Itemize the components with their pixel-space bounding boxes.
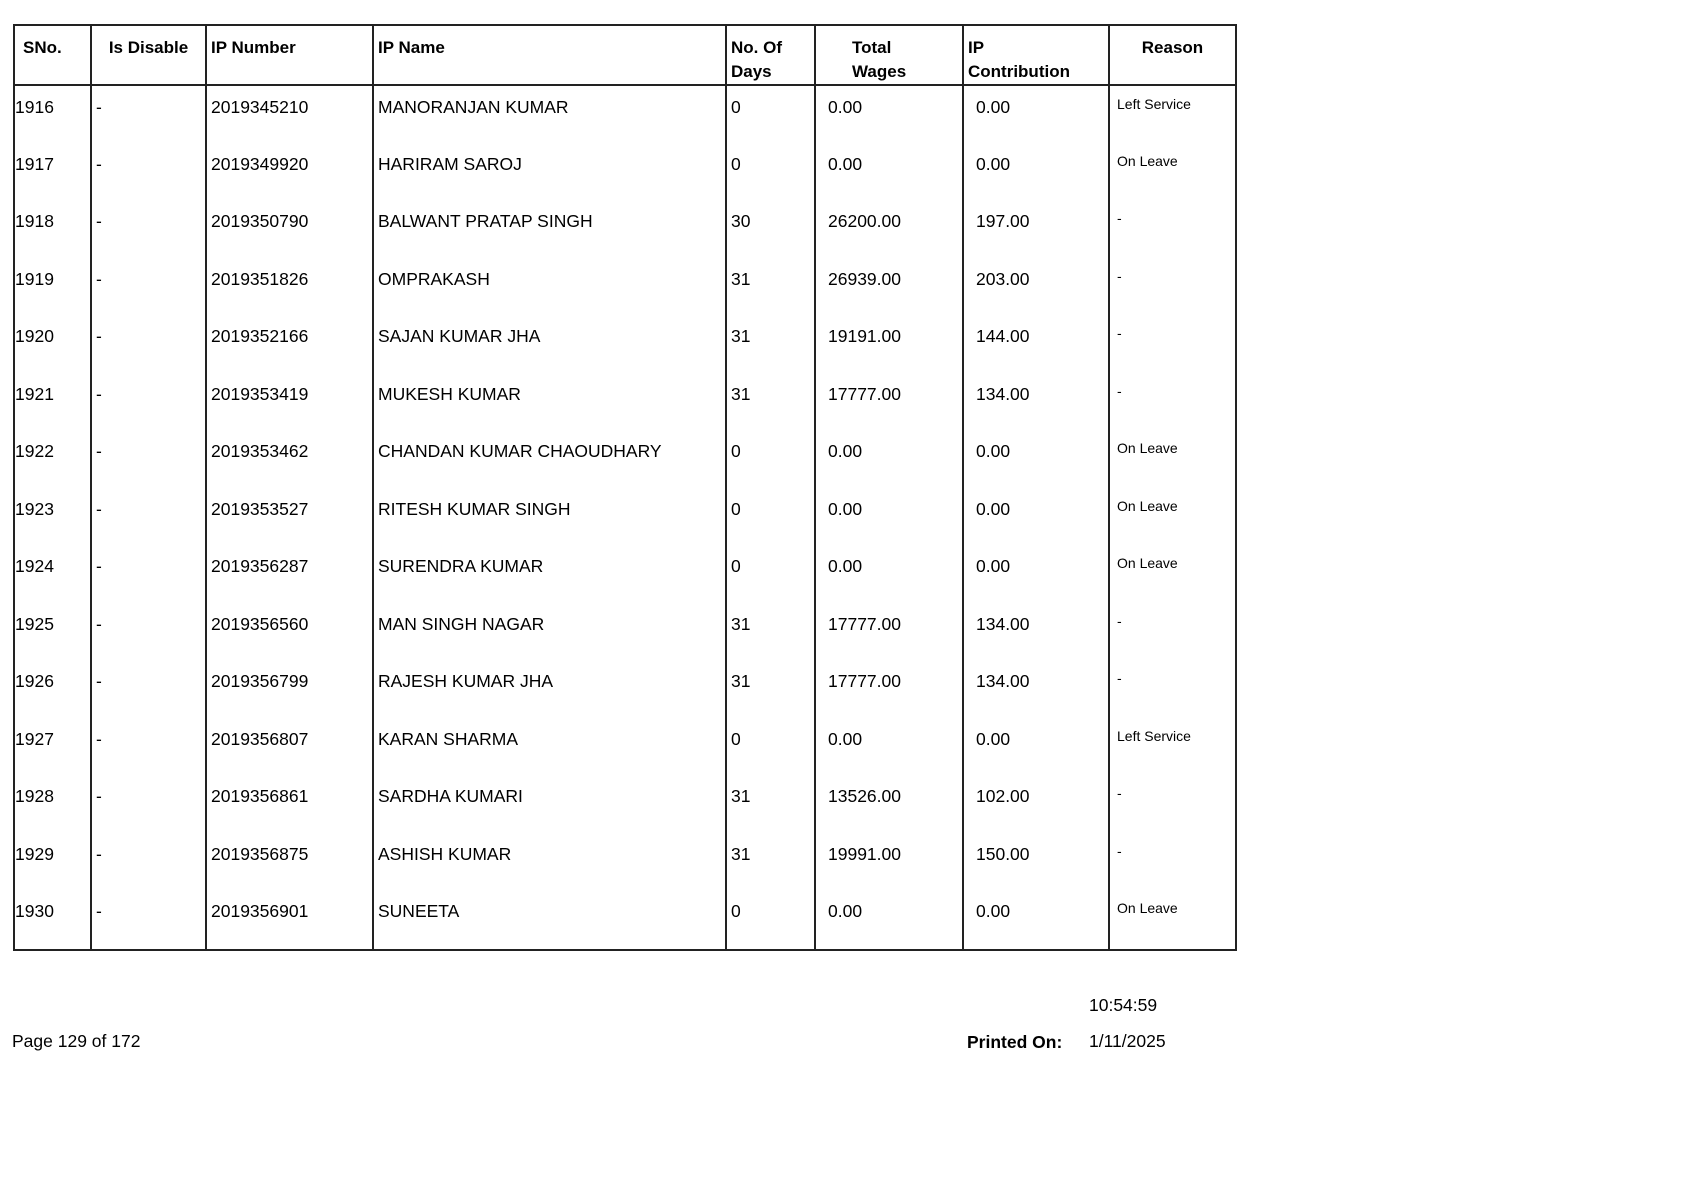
cell-ip-contribution: 134.00 [963,660,1109,718]
cell-is-disable: - [91,718,206,776]
cell-ip-contribution: 134.00 [963,603,1109,661]
cell-total-wages: 26200.00 [815,200,963,258]
cell-is-disable: - [91,660,206,718]
cell-total-wages: 19191.00 [815,315,963,373]
cell-reason: On Leave [1109,430,1236,488]
contribution-table [13,24,1237,951]
cell-ip-name: CHANDAN KUMAR CHAOUDHARY [373,430,726,488]
cell-is-disable: - [91,890,206,950]
cell-ip-number: 2019356807 [206,718,373,776]
cell-days: 0 [726,430,815,488]
cell-is-disable: - [91,143,206,201]
cell-ip-contribution: 134.00 [963,373,1109,431]
cell-ip-contribution: 0.00 [963,545,1109,603]
header-total-wages [815,25,963,85]
cell-is-disable: - [91,775,206,833]
header-ip-number: IP Number [206,25,373,85]
cell-days: 0 [726,545,815,603]
cell-is-disable: - [91,258,206,316]
cell-total-wages: 26939.00 [815,258,963,316]
cell-ip-contribution: 197.00 [963,200,1109,258]
cell-ip-name: KARAN SHARMA [373,718,726,776]
cell-sno: 1924 [15,556,54,576]
cell-ip-name: RITESH KUMAR SINGH [373,488,726,546]
table-row [14,430,1236,488]
cell-reason: - [1109,315,1236,373]
header-reason: Reason [1109,25,1236,85]
cell-total-wages: 0.00 [815,545,963,603]
cell-ip-name: MUKESH KUMAR [373,373,726,431]
cell-reason: - [1109,660,1236,718]
cell-days: 31 [726,660,815,718]
cell-days: 30 [726,200,815,258]
printed-on-label: Printed On: [967,1032,1063,1052]
cell-sno: 1925 [15,613,54,634]
cell-ip-number: 2019353462 [206,430,373,488]
cell-ip-number: 2019351826 [206,258,373,316]
printed-date: 1/11/2025 [1089,1031,1166,1051]
cell-total-wages: 0.00 [815,718,963,776]
cell-total-wages: 0.00 [815,890,963,950]
header-wages-line1: Total [852,38,892,57]
table-row [14,603,1236,661]
cell-ip-number: 2019345210 [206,85,373,143]
table-row [14,143,1236,201]
cell-sno: 1930 [15,901,54,921]
cell-ip-contribution: 0.00 [963,143,1109,201]
cell-days: 31 [726,315,815,373]
header-contribution-line2: Contribution [968,62,1070,81]
table-row [14,660,1236,718]
table-row [14,85,1236,143]
cell-reason: On Leave [1109,488,1236,546]
cell-ip-contribution: 150.00 [963,833,1109,891]
cell-days: 0 [726,718,815,776]
cell-sno: 1916 [15,97,54,117]
cell-reason: On Leave [1109,545,1236,603]
header-days-line2: Days [731,62,772,81]
cell-ip-number: 2019353419 [206,373,373,431]
cell-is-disable: - [91,85,206,143]
cell-ip-number: 2019356799 [206,660,373,718]
cell-ip-name: MAN SINGH NAGAR [373,603,726,661]
cell-sno: 1923 [15,498,54,519]
cell-ip-name: ASHISH KUMAR [373,833,726,891]
table-row [14,890,1236,950]
cell-days: 0 [726,143,815,201]
cell-days: 0 [726,85,815,143]
cell-ip-number: 2019353527 [206,488,373,546]
header-sno: SNo. [14,25,91,85]
cell-ip-contribution: 102.00 [963,775,1109,833]
table-row [14,258,1236,316]
cell-ip-contribution: 0.00 [963,890,1109,950]
cell-ip-number: 2019356901 [206,890,373,950]
cell-total-wages: 0.00 [815,143,963,201]
cell-ip-number: 2019352166 [206,315,373,373]
cell-reason: - [1109,200,1236,258]
cell-sno: 1920 [15,326,54,346]
cell-ip-contribution: 0.00 [963,718,1109,776]
cell-ip-name: SURENDRA KUMAR [373,545,726,603]
printed-time: 10:54:59 [1089,995,1158,1015]
cell-sno: 1917 [15,153,54,174]
cell-is-disable: - [91,833,206,891]
cell-reason: On Leave [1109,143,1236,201]
cell-total-wages: 17777.00 [815,373,963,431]
table-row [14,488,1236,546]
cell-is-disable: - [91,200,206,258]
cell-total-wages: 17777.00 [815,660,963,718]
table-row [14,200,1236,258]
table-row [14,718,1236,776]
cell-ip-name: SAJAN KUMAR JHA [373,315,726,373]
cell-ip-contribution: 203.00 [963,258,1109,316]
cell-ip-number: 2019356861 [206,775,373,833]
cell-is-disable: - [91,315,206,373]
cell-sno: 1919 [15,268,54,289]
cell-ip-contribution: 0.00 [963,85,1109,143]
page-number: Page 129 of 172 [12,1031,141,1051]
cell-ip-name: HARIRAM SAROJ [373,143,726,201]
table-row [14,315,1236,373]
cell-total-wages: 0.00 [815,430,963,488]
table-body [14,85,1236,950]
cell-ip-name: SUNEETA [373,890,726,950]
header-is-disable: Is Disable [91,25,206,85]
cell-sno: 1921 [15,383,54,404]
table-header-row [14,25,1236,85]
table-row [14,775,1236,833]
cell-sno: 1922 [15,441,54,461]
cell-is-disable: - [91,488,206,546]
header-ip-name: IP Name [373,25,726,85]
cell-ip-number: 2019356875 [206,833,373,891]
cell-is-disable: - [91,373,206,431]
cell-reason: - [1109,258,1236,316]
cell-total-wages: 13526.00 [815,775,963,833]
cell-is-disable: - [91,545,206,603]
cell-ip-number: 2019349920 [206,143,373,201]
cell-ip-contribution: 0.00 [963,488,1109,546]
cell-ip-name: BALWANT PRATAP SINGH [373,200,726,258]
cell-reason: - [1109,833,1236,891]
header-days-line1: No. Of [731,38,782,57]
cell-reason: Left Service [1109,85,1236,143]
header-ip-contribution [963,25,1109,85]
table-row [14,373,1236,431]
cell-sno: 1929 [15,843,54,864]
cell-is-disable: - [91,603,206,661]
header-days [726,25,815,85]
cell-ip-name: SARDHA KUMARI [373,775,726,833]
cell-days: 31 [726,373,815,431]
cell-sno: 1927 [15,728,54,749]
cell-is-disable: - [91,430,206,488]
cell-sno: 1918 [15,211,54,231]
cell-reason: - [1109,373,1236,431]
cell-total-wages: 17777.00 [815,603,963,661]
table-row [14,833,1236,891]
cell-days: 0 [726,890,815,950]
cell-reason: On Leave [1109,890,1236,950]
cell-ip-number: 2019350790 [206,200,373,258]
cell-reason: - [1109,775,1236,833]
cell-ip-contribution: 144.00 [963,315,1109,373]
cell-ip-name: RAJESH KUMAR JHA [373,660,726,718]
cell-days: 31 [726,603,815,661]
cell-reason: Left Service [1109,718,1236,776]
table-row [14,545,1236,603]
header-wages-line2: Wages [852,62,907,81]
cell-sno: 1926 [15,671,54,691]
cell-days: 0 [726,488,815,546]
cell-ip-name: MANORANJAN KUMAR [373,85,726,143]
cell-ip-number: 2019356287 [206,545,373,603]
header-contribution-line1: IP [968,38,985,57]
cell-days: 31 [726,258,815,316]
cell-ip-name: OMPRAKASH [373,258,726,316]
cell-total-wages: 19991.00 [815,833,963,891]
cell-total-wages: 0.00 [815,488,963,546]
cell-days: 31 [726,833,815,891]
cell-ip-contribution: 0.00 [963,430,1109,488]
cell-ip-number: 2019356560 [206,603,373,661]
cell-total-wages: 0.00 [815,85,963,143]
cell-days: 31 [726,775,815,833]
cell-reason: - [1109,603,1236,661]
cell-sno: 1928 [15,786,54,806]
